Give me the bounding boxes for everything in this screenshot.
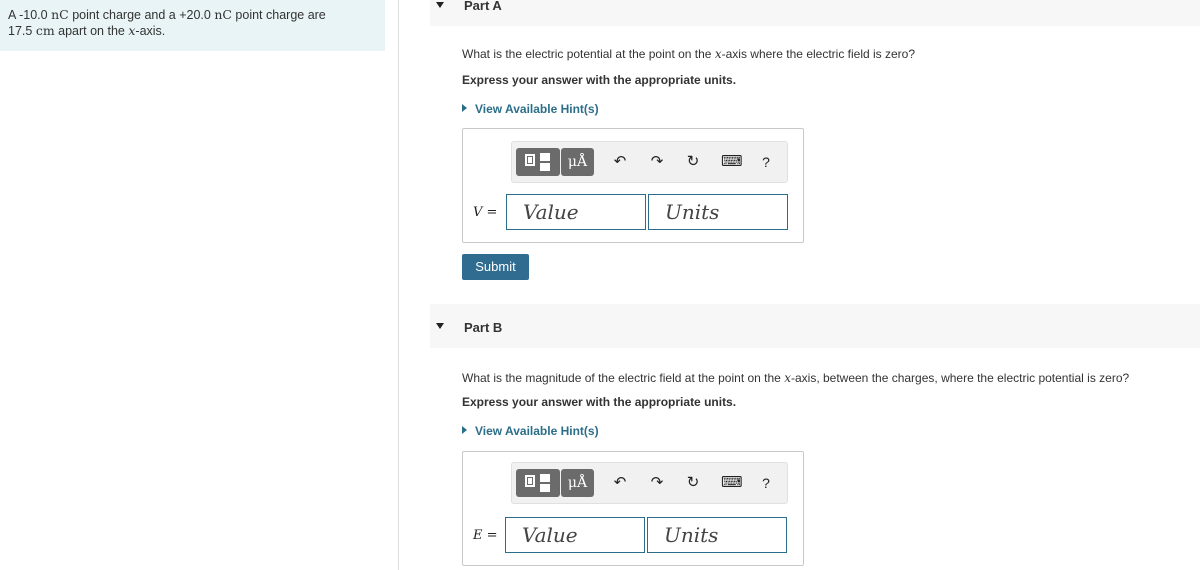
undo-icon[interactable]: ↶ (613, 153, 627, 170)
templates-button[interactable] (516, 469, 560, 497)
help-button[interactable]: ? (762, 475, 770, 491)
template-box-icon (525, 154, 535, 166)
problem-line-1: A -10.0 nC point charge and a +20.0 nC point charge are (8, 7, 326, 22)
units-button[interactable]: μÅ (561, 469, 594, 497)
value-input[interactable]: Value (506, 194, 646, 230)
part-b-title: Part B (464, 320, 503, 335)
units-input[interactable]: Units (647, 517, 787, 553)
part-a-header[interactable] (430, 0, 1200, 26)
keyboard-icon[interactable]: ⌨ (721, 153, 743, 170)
math-toolbar (511, 462, 788, 504)
template-top-icon (540, 474, 550, 482)
value-input[interactable]: Value (505, 517, 645, 553)
redo-icon[interactable]: ↷ (650, 474, 664, 491)
column-divider (398, 0, 399, 570)
undo-icon[interactable]: ↶ (613, 474, 627, 491)
problem-statement (0, 0, 385, 51)
collapse-triangle-icon[interactable] (436, 323, 444, 329)
template-bottom-icon (540, 163, 550, 171)
variable-label: V = (473, 205, 498, 220)
expand-triangle-icon (462, 104, 467, 112)
part-b-express: Express your answer with the appropriate units. (462, 395, 737, 409)
part-b-answer-box (462, 451, 804, 566)
part-a-hint-link[interactable]: View Available Hint(s) (462, 102, 599, 116)
part-b-header[interactable] (430, 304, 1200, 348)
expand-triangle-icon (462, 426, 467, 434)
redo-icon[interactable]: ↷ (650, 153, 664, 170)
template-top-icon (540, 153, 550, 161)
part-a-title: Part A (464, 0, 502, 13)
reset-icon[interactable]: ↻ (686, 153, 700, 170)
template-bottom-icon (540, 484, 550, 492)
keyboard-icon[interactable]: ⌨ (721, 474, 743, 491)
part-b-hint-link[interactable]: View Available Hint(s) (462, 424, 599, 438)
part-b-question: What is the magnitude of the electric field at the point on the x-axis, between the charges, where the electric potential is zero? (462, 371, 1130, 385)
reset-icon[interactable]: ↻ (686, 474, 700, 491)
submit-button[interactable]: Submit (462, 254, 529, 280)
templates-button[interactable] (516, 148, 560, 176)
part-a-question: What is the electric potential at the point on the x-axis where the electric field is zero? (462, 47, 916, 61)
template-box-icon (525, 475, 535, 487)
collapse-triangle-icon[interactable] (436, 2, 444, 8)
help-button[interactable]: ? (762, 154, 770, 170)
problem-line-2: 17.5 cm apart on the x-axis. (8, 23, 166, 38)
units-button[interactable]: μÅ (561, 148, 594, 176)
variable-label: E = (473, 528, 498, 543)
part-a-answer-box (462, 128, 804, 243)
units-input[interactable]: Units (648, 194, 788, 230)
part-a-express: Express your answer with the appropriate units. (462, 73, 737, 87)
math-toolbar (511, 141, 788, 183)
